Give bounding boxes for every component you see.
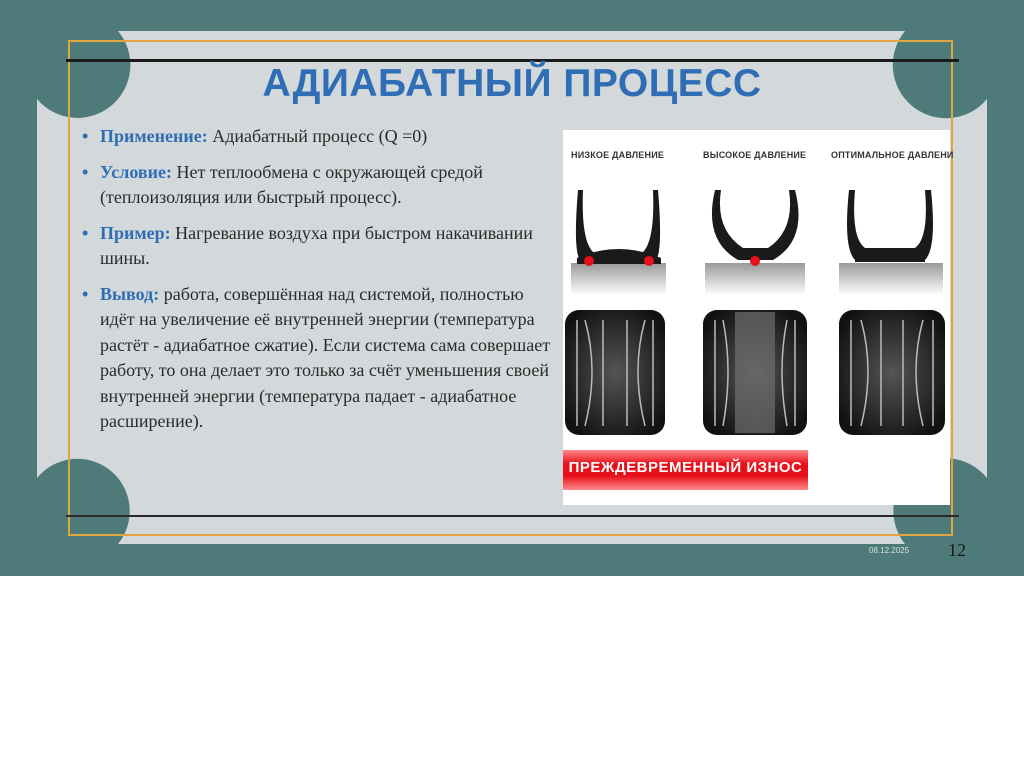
optimal-pressure-tire-section-icon: [847, 190, 933, 262]
bullet-text: Адиабатный процесс (Q =0): [207, 126, 428, 146]
high-pressure-label: ВЫСОКОЕ ДАВЛЕНИЕ: [703, 150, 807, 160]
slide-number: 12: [948, 540, 966, 560]
low-pressure-tread-icon: [565, 310, 665, 435]
slide-title: АДИАБАТНЫЙ ПРОЦЕСС: [262, 62, 762, 105]
bullet-item: [78, 282, 556, 435]
tire-pressure-figure: [563, 130, 954, 505]
bullet-text: Нет теплообмена с окружающей средой (теплоизоляция или быстрый процесс).: [100, 161, 483, 207]
optimal-pressure-label: ОПТИМАЛЬНОЕ ДАВЛЕНИ: [831, 150, 954, 160]
high-pressure-tread-icon: [703, 310, 807, 435]
bullet-item: [78, 160, 556, 211]
bullet-term: Условие:: [100, 161, 172, 182]
low-pressure-tire-section-icon: [576, 190, 661, 266]
bullet-list: [78, 124, 556, 445]
bullet-text: Нагревание воздуха при быстром накачивании шины.: [100, 222, 533, 268]
high-pressure-tire-section-icon: [712, 190, 799, 266]
bullet-dot-icon: •: [82, 161, 89, 182]
low-pressure-label: НИЗКОЕ ДАВЛЕНИЕ: [571, 150, 665, 160]
bullet-term: Применение:: [100, 126, 208, 146]
optimal-pressure-tread-icon: [839, 310, 945, 435]
bullet-item: [78, 124, 556, 150]
bullet-term: Вывод:: [100, 283, 160, 304]
road-optimal: [839, 263, 943, 295]
bullet-dot-icon: •: [82, 222, 89, 243]
bullet-dot-icon: •: [82, 283, 89, 304]
road-high: [705, 263, 805, 295]
warning-banner-text: ПРЕЖДЕВРЕМЕННЫЙ ИЗНОС: [568, 459, 803, 476]
slide-date: 08.12.2025: [869, 546, 910, 555]
bullet-item: [78, 221, 556, 272]
tire-illustration: [563, 130, 950, 450]
bullet-text: работа, совершённая над системой, полностью идёт на увеличение её внутренней энергии (температура растёт - адиабатное сжатие). Если система сама совершает работу, то она делает это только за счёт уменьшения своей внутренней энергии (температура падает - адиабатное расширение).: [100, 283, 551, 431]
bullet-term: Пример:: [100, 222, 171, 243]
road-low: [571, 263, 666, 295]
bullet-dot-icon: •: [82, 126, 89, 146]
bottom-rule: [66, 515, 959, 517]
